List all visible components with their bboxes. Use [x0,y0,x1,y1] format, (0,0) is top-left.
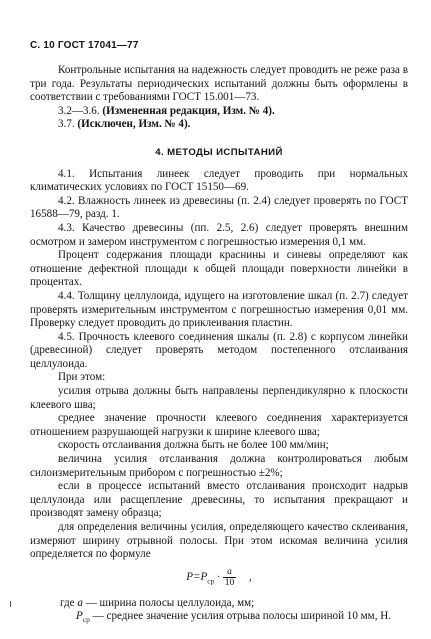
legend-symbol-p: P [76,610,83,623]
formula-dot: · [217,570,220,583]
page-header: С. 10 ГОСТ 17041—77 [30,40,139,51]
clause-4-2: 4.2. Влажность линеек из древесины (п. 2.4) следует проверять по ГОСТ 16588—79, разд. 1. [30,194,408,221]
legend-symbol-subscript: ср [82,615,90,625]
formula-lhs: P=P [186,570,208,583]
legend-symbol-a: a [77,596,83,609]
formula-comma: , [248,570,252,583]
formula [30,567,408,591]
clause-4-4: 4.4. Толщину целлулоида, идущего на изготовление шкал (п. 2.7) следует проверять измерительным инструментом с погрешностью измерения 0,01 мм. Проверку следует проводить до приклеивания пластин. [30,289,408,330]
formula-numerator: a [223,567,237,578]
condition-1: усилия отрыва должны быть направлены перпендикулярно к плоскости клеевого шва; [30,385,408,411]
condition-5: если в процессе испытаний вместо отслаивания происходит надрыв целлулоида или расщепление древесины, то испытания прекращают и производят замену образца; [30,480,408,520]
formula-legend [60,597,408,627]
clause-4-1: 4.1. Испытания линеек следует проводить при нормальных климатических условиях по ГОСТ 15150—69. [30,167,408,194]
clause-4-5-intro: При этом: [58,371,106,384]
amendment-text-1: (Измененная редакция, Изм. № 4). [102,104,275,117]
amendment-text-2: (Исключен, Изм. № 4). [77,118,191,131]
legend-item-pcp [60,610,408,627]
condition-4: величина усилия отслаивания должна контролироваться любым силоизмерительным прибором с погрешностью ±2%; [30,453,408,479]
legend-text-a: — ширина полосы целлулоида, мм; [85,596,255,609]
margin-mark [10,601,13,607]
amendment-note-1 [30,105,408,119]
formula-denominator: 10 [224,577,235,588]
clause-4-3: 4.3. Качество древесины (пп. 2.5, 2.6) следует проверять внешним осмотром и замером инструментом с погрешностью измерения 0,1 мм. [30,221,408,248]
amendment-number-2: 3.7. [58,118,75,131]
legend-item-a [60,597,408,611]
clause-4-5: 4.5. Прочность клеевого соединения шкалы (п. 2.8) с корпусом линейки (древесиной) следует проверять методом постепенного отслаивания целлулоида. [30,330,408,370]
condition-2: среднее значение прочности клеевого соединения характеризуется отношением разрушающей нагрузки к ширине клеевого шва; [30,412,408,438]
legend-intro: где [60,596,75,609]
document-body [30,64,408,627]
legend-text-pcp: — среднее значение усилия отрыва полосы шириной 10 мм, Н. [92,610,392,623]
section-title: 4. МЕТОДЫ ИСПЫТАНИЙ [155,146,283,158]
amendment-number-1: 3.2—3.6. [58,104,100,117]
condition-3: скорость отслаивания должна быть не более 100 мм/мин; [58,439,329,452]
paragraph-reliability-tests: Контрольные испытания на надежность следует проводить не реже раза в три года. Результаты периодических испытаний должны быть оформлены в соответствии с требованиями ГОСТ 15.001—73. [30,64,408,104]
clause-4-3-percent: Процент содержания площади краснины и синевы определяют как отношение дефектной площади к общей площади поверхности линейки в процентах. [30,249,408,289]
formula-fraction [223,567,237,588]
formula-subscript: ср [207,576,215,586]
amendment-note-2 [30,118,408,132]
condition-6: для определения величины усилия, определяющего качество склеивания, измеряют ширину отрывной полосы. При этом искомая величина усилия определяется по формуле [30,521,408,561]
